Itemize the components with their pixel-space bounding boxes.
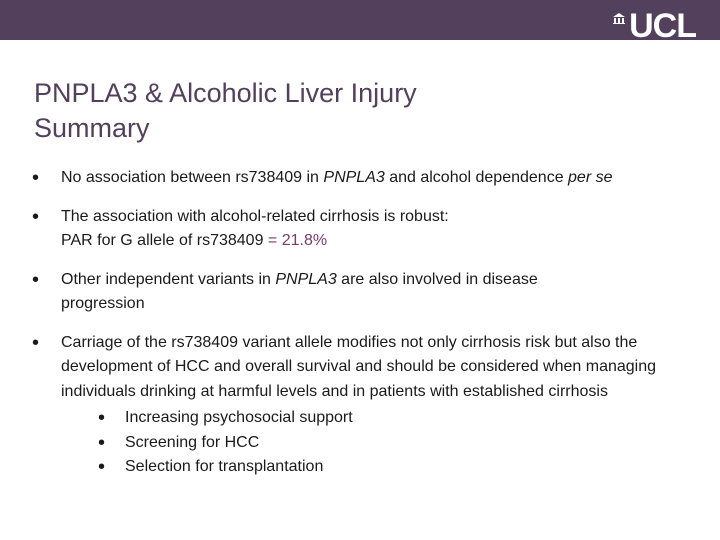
bullet-text: are also involved in disease progression — [61, 270, 538, 312]
portico-icon — [612, 12, 626, 24]
sub-bullet-item — [32, 406, 692, 431]
logo-text: UCL — [629, 7, 696, 45]
emphasis-text: per se — [568, 169, 613, 186]
ucl-logo — [612, 7, 696, 45]
bullet-dot: • — [98, 456, 106, 478]
par-value: = 21.8% — [267, 232, 328, 249]
sub-bullet-item — [32, 431, 692, 456]
bullet-item — [32, 166, 692, 191]
bullet-text: No association between rs738409 in — [61, 169, 324, 186]
title-line-1: PNPLA3 & Alcoholic Liver Injury — [34, 78, 417, 108]
bullet-text: Carriage of the rs738409 variant allele modifies not only cirrhosis risk but also the development of HCC and overall survival and should be considered when managing individuals drinking at harmful levels and in patients with established cirrhosis — [61, 333, 657, 400]
gene-name: PNPLA3 — [275, 270, 337, 288]
bullet-item — [32, 205, 692, 254]
bullet-text-line2 — [61, 229, 692, 254]
bullet-item — [32, 331, 692, 405]
bullet-dot: • — [32, 331, 40, 354]
bullet-dot: • — [98, 431, 106, 454]
bullet-text: Other independent variants in — [61, 270, 276, 288]
sub-bullet-text: Screening for HCC — [125, 433, 260, 451]
sub-bullet-text: Increasing psychosocial support — [125, 409, 353, 426]
header-bar — [0, 0, 720, 45]
sub-bullet-text: Selection for transplantation — [125, 458, 324, 475]
bullet-text: PAR for G allele of rs738409 — [61, 232, 268, 249]
bullet-text: The association with alcohol-related cirrhosis is robust: — [61, 207, 449, 225]
gene-name: PNPLA3 — [323, 169, 385, 186]
sub-bullet-item — [32, 455, 692, 480]
slide-title — [34, 76, 634, 146]
bullet-text: and alcohol dependence — [384, 169, 569, 186]
bullet-dot: • — [98, 407, 106, 429]
bullet-list — [32, 166, 692, 480]
bullet-dot: • — [32, 167, 40, 189]
bullet-dot: • — [32, 205, 40, 228]
bullet-item — [32, 268, 692, 317]
bullet-dot: • — [32, 268, 40, 291]
title-line-2: Summary — [34, 113, 150, 143]
